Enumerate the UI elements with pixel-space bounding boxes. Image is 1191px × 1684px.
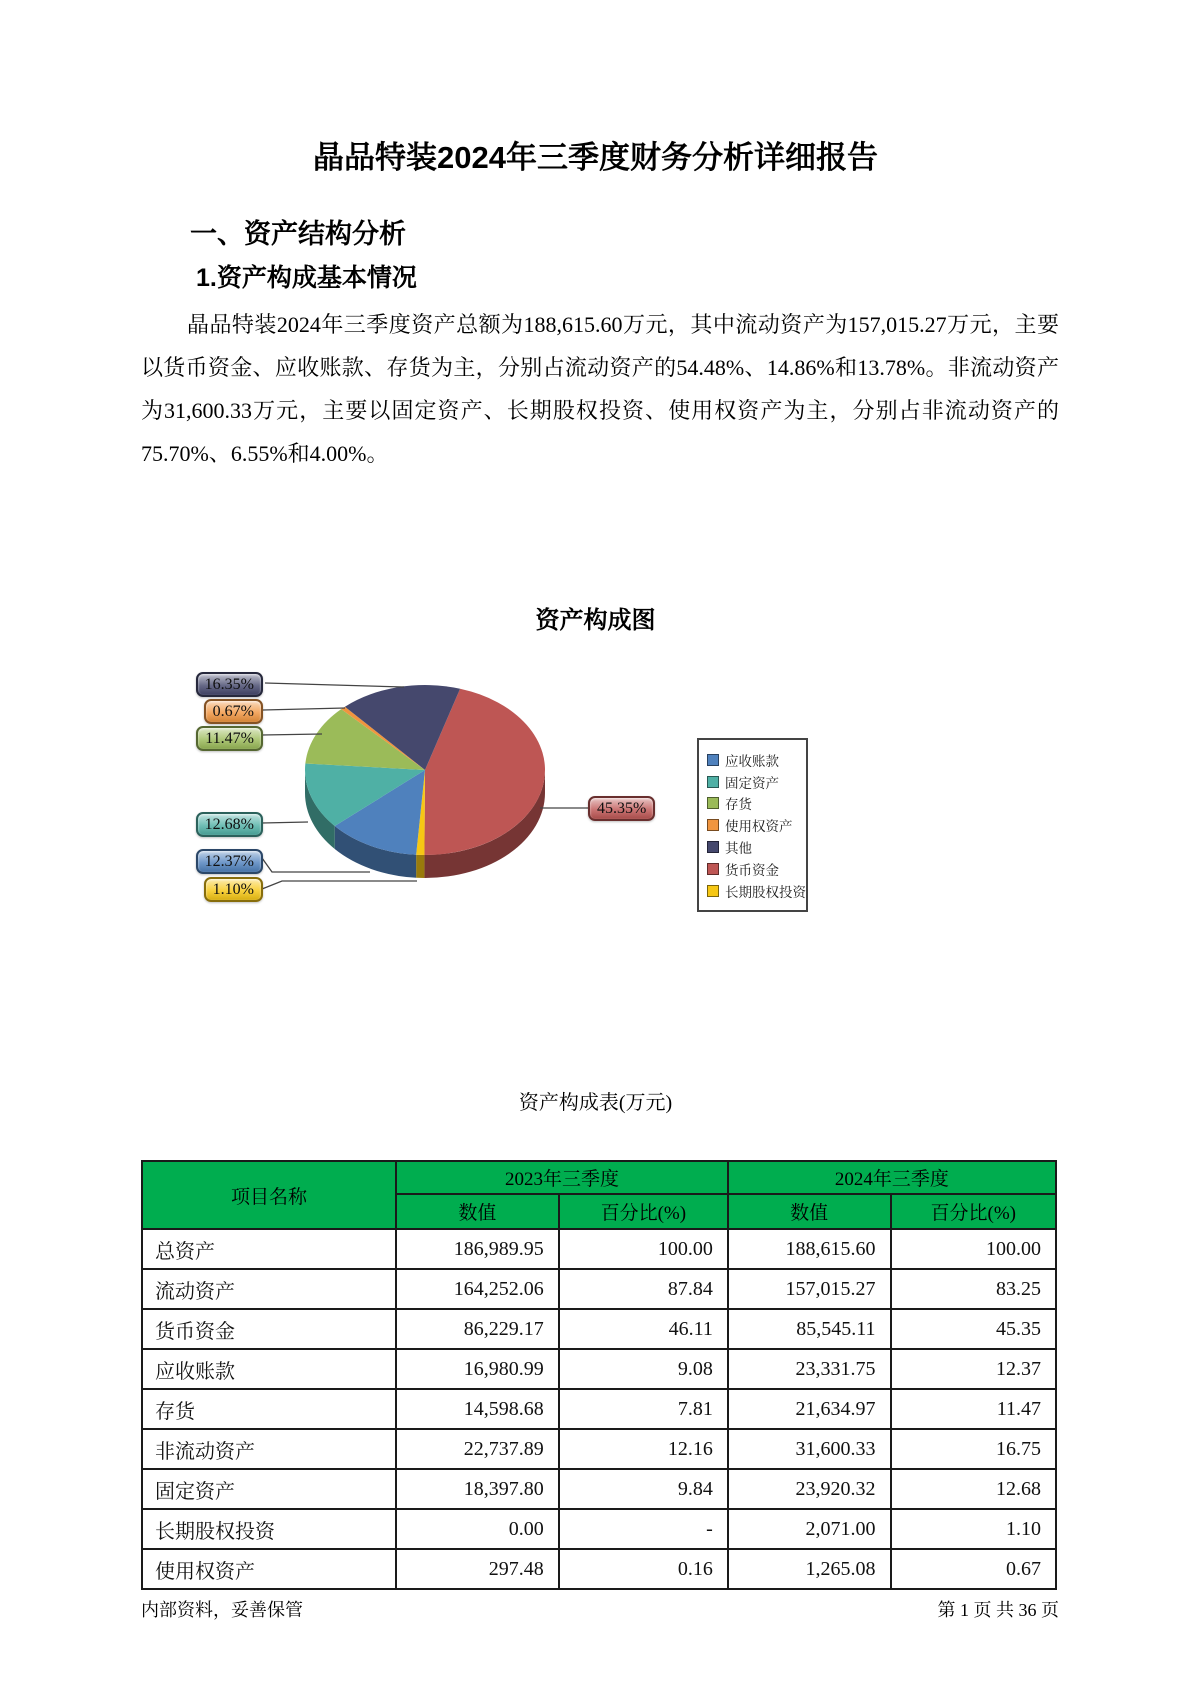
row-value: 186,989.95 <box>396 1229 559 1269</box>
row-value: 0.67 <box>891 1549 1056 1589</box>
row-value: 46.11 <box>559 1309 728 1349</box>
legend-label: 应收账款 <box>725 753 779 769</box>
row-value: 0.16 <box>559 1549 728 1589</box>
legend-item <box>707 793 806 815</box>
row-label: 流动资产 <box>142 1269 396 1309</box>
header-pct-2023: 百分比(%) <box>559 1194 728 1229</box>
row-label: 货币资金 <box>142 1309 396 1349</box>
legend-item <box>707 836 806 858</box>
row-value: 2,071.00 <box>728 1509 891 1549</box>
legend-label: 固定资产 <box>725 775 779 791</box>
legend-swatch <box>707 754 719 766</box>
legend-swatch <box>707 776 719 788</box>
row-value: 23,920.32 <box>728 1469 891 1509</box>
legend-swatch <box>707 797 719 809</box>
legend-swatch <box>707 819 719 831</box>
row-value: 1,265.08 <box>728 1549 891 1589</box>
row-value: 85,545.11 <box>728 1309 891 1349</box>
row-value: 0.00 <box>396 1509 559 1549</box>
row-value: 12.68 <box>891 1469 1056 1509</box>
row-value: 100.00 <box>891 1229 1056 1269</box>
row-value: 45.35 <box>891 1309 1056 1349</box>
leader-line <box>262 881 417 889</box>
section-heading: 一、资产结构分析 <box>190 219 406 249</box>
legend-label: 存货 <box>725 797 752 813</box>
legend-swatch <box>707 885 719 897</box>
table-row <box>142 1349 1056 1389</box>
table-row <box>142 1229 1056 1269</box>
row-label: 固定资产 <box>142 1469 396 1509</box>
row-value: 18,397.80 <box>396 1469 559 1509</box>
legend-label: 货币资金 <box>725 862 779 878</box>
legend-item <box>707 814 806 836</box>
row-value: - <box>559 1509 728 1549</box>
legend-item <box>707 880 806 902</box>
row-value: 23,331.75 <box>728 1349 891 1389</box>
header-item-name: 项目名称 <box>142 1161 396 1229</box>
row-label: 非流动资产 <box>142 1429 396 1469</box>
header-value-2023: 数值 <box>396 1194 559 1229</box>
header-2024q3: 2024年三季度 <box>728 1161 1056 1194</box>
body-paragraph: 晶品特装2024年三季度资产总额为188,615.60万元，其中流动资产为157,015.27万元，主要以货币资金、应收账款、存货为主，分别占流动资产的54.48%、14.86%和13.78%。非流动资产为31,600.33万元，主要以固定资产、长期股权投资、使用权资产为主，分别占非流动资产的75.70%、6.55%和4.00%。 <box>141 312 1059 466</box>
row-label: 长期股权投资 <box>142 1509 396 1549</box>
leader-line <box>262 734 322 735</box>
callout-fixed-assets: 12.68% <box>196 812 263 837</box>
row-value: 100.00 <box>559 1229 728 1269</box>
leader-line <box>262 822 308 823</box>
table-row <box>142 1429 1056 1469</box>
row-value: 31,600.33 <box>728 1429 891 1469</box>
row-label: 应收账款 <box>142 1349 396 1389</box>
row-value: 87.84 <box>559 1269 728 1309</box>
row-value: 22,737.89 <box>396 1429 559 1469</box>
table-title: 资产构成表(万元) <box>518 1092 673 1114</box>
callout-right-of-use-assets: 0.67% <box>204 699 263 724</box>
leader-line <box>263 708 345 710</box>
row-value: 9.84 <box>559 1469 728 1509</box>
header-value-2024: 数值 <box>728 1194 891 1229</box>
row-value: 12.16 <box>559 1429 728 1469</box>
leader-line <box>265 683 404 687</box>
row-value: 9.08 <box>559 1349 728 1389</box>
row-value: 14,598.68 <box>396 1389 559 1429</box>
asset-composition-table <box>141 1160 1057 1590</box>
legend-label: 长期股权投资 <box>725 884 806 900</box>
row-value: 12.37 <box>891 1349 1056 1389</box>
row-value: 188,615.60 <box>728 1229 891 1269</box>
table-row <box>142 1549 1056 1589</box>
pie-slice-side <box>416 855 424 878</box>
table-row <box>142 1389 1056 1429</box>
callout-accounts-receivable: 12.37% <box>196 849 263 874</box>
table-row <box>142 1509 1056 1549</box>
legend-item <box>707 749 806 771</box>
row-label: 存货 <box>142 1389 396 1429</box>
row-value: 83.25 <box>891 1269 1056 1309</box>
footer-page-number: 第 1 页 共 36 页 <box>937 1600 1059 1620</box>
row-value: 11.47 <box>891 1389 1056 1429</box>
callout-monetary-funds: 45.35% <box>588 796 655 821</box>
chart-title: 资产构成图 <box>535 607 656 634</box>
callout-other: 16.35% <box>196 672 263 697</box>
table-row <box>142 1309 1056 1349</box>
row-value: 297.48 <box>396 1549 559 1589</box>
row-value: 86,229.17 <box>396 1309 559 1349</box>
document-title: 晶品特装2024年三季度财务分析详细报告 <box>313 140 878 175</box>
footer-confidential-note: 内部资料，妥善保管 <box>141 1600 303 1620</box>
row-value: 1.10 <box>891 1509 1056 1549</box>
table-row <box>142 1269 1056 1309</box>
row-label: 使用权资产 <box>142 1549 396 1589</box>
legend-item <box>707 771 806 793</box>
header-pct-2024: 百分比(%) <box>891 1194 1056 1229</box>
asset-composition-chart <box>0 560 1191 920</box>
table-header <box>142 1161 1056 1229</box>
callout-long-term-equity-investment: 1.10% <box>204 877 263 902</box>
callout-inventory: 11.47% <box>196 726 263 751</box>
row-value: 157,015.27 <box>728 1269 891 1309</box>
legend-swatch <box>707 863 719 875</box>
row-label: 总资产 <box>142 1229 396 1269</box>
row-value: 16,980.99 <box>396 1349 559 1389</box>
row-value: 21,634.97 <box>728 1389 891 1429</box>
table-row <box>142 1469 1056 1509</box>
row-value: 7.81 <box>559 1389 728 1429</box>
row-value: 16.75 <box>891 1429 1056 1469</box>
row-value: 164,252.06 <box>396 1269 559 1309</box>
header-2023q3: 2023年三季度 <box>396 1161 728 1194</box>
page-footer <box>141 1596 1059 1622</box>
pie-svg <box>0 560 1191 920</box>
sub-heading: 1.资产构成基本情况 <box>196 264 417 292</box>
legend-label: 其他 <box>725 841 752 857</box>
legend-label: 使用权资产 <box>725 819 793 835</box>
legend-swatch <box>707 841 719 853</box>
legend-item <box>707 858 806 880</box>
table-body <box>142 1229 1056 1589</box>
chart-legend <box>697 738 808 912</box>
